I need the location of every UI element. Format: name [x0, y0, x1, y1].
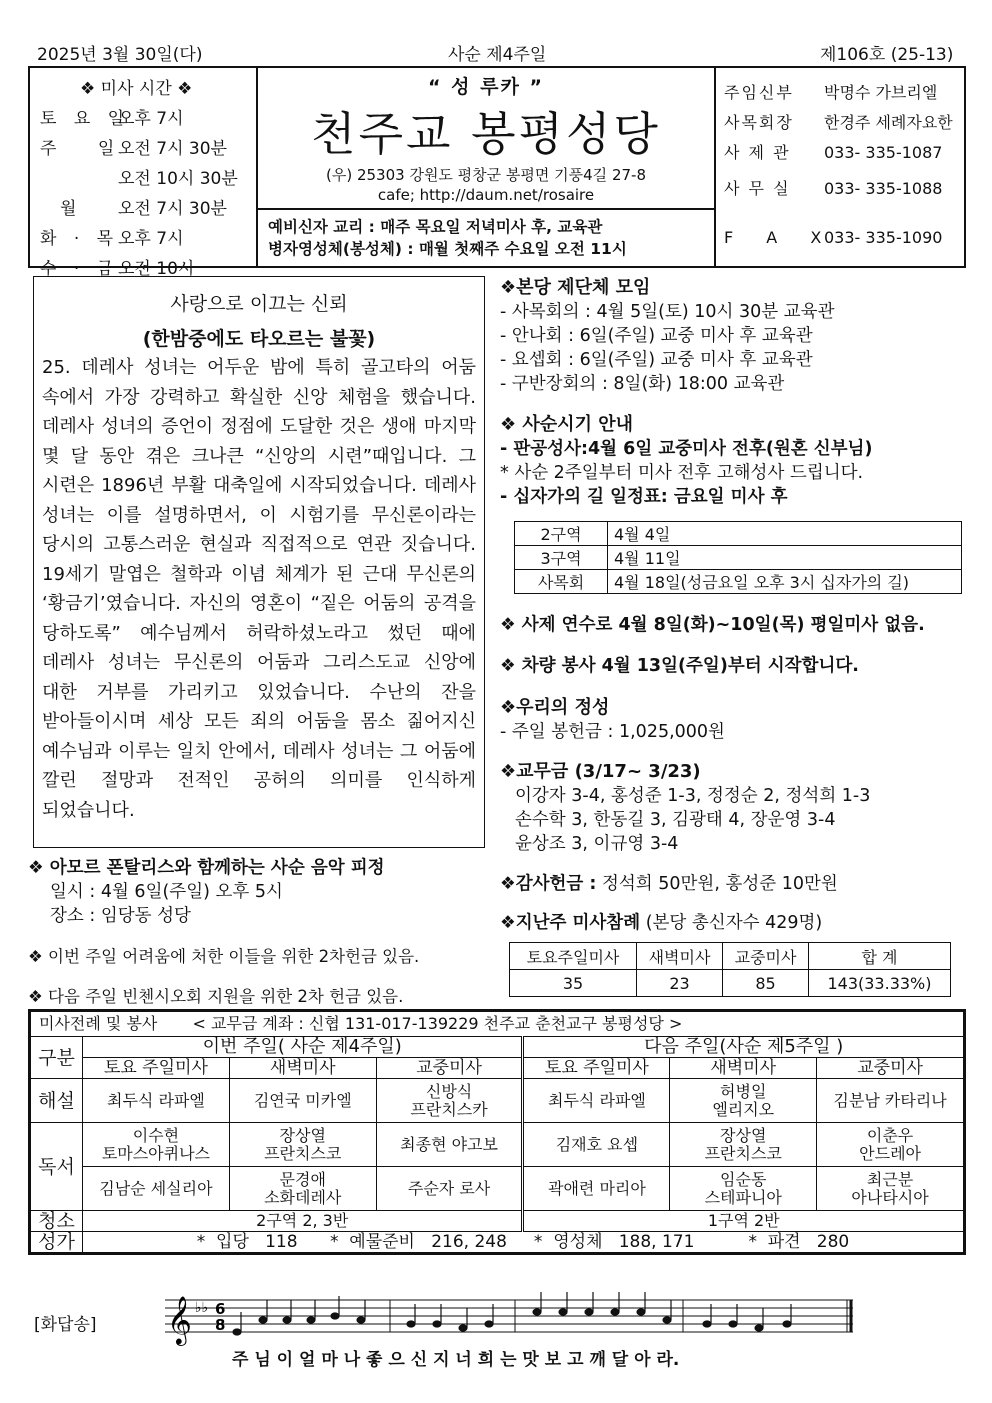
attendance-table: [509, 942, 951, 997]
table-row: 독서 이수현 토마스아퀴나스 장상열 프란치스코 최종현 야고보 김재호 요셉 장상열 프란치스코 이춘우 안드레아: [31, 1123, 964, 1167]
confession-note: * 사순 2주일부터 미사 전후 고해성사 드립니다.: [500, 463, 864, 483]
table-row: 청소 2구역 2, 3반 1구역 2반: [31, 1211, 964, 1232]
meeting-item: - 요셉회 : 6일(주일) 교중 미사 후 교육관: [500, 350, 813, 370]
parish-name: 천주교 봉평성당: [311, 107, 661, 161]
meeting-item: - 구반장회의 : 8일(화) 18:00 교육관: [500, 374, 785, 394]
parish-address: (우) 25303 강원도 평창군 봉평면 기풍4길 27-8: [326, 166, 646, 184]
mass-times-title: ❖ 미사 시간 ❖: [80, 79, 193, 99]
groups-meeting-section: [500, 276, 960, 396]
catechism-notice: 예비신자 교리 : 매주 목요일 저녁미사 후, 교육관: [268, 218, 603, 236]
stations-table: [514, 521, 962, 594]
tithe-title: ❖교무금 (3/17~ 3/23): [500, 761, 701, 782]
svg-text:6: 6: [215, 1300, 226, 1318]
table-row: [31, 1012, 964, 1037]
reflection-article: [33, 276, 485, 848]
cleaning-this-week: 2구역 2, 3반: [83, 1211, 523, 1232]
concert-title: ❖ 아모르 폰탈리스와 함께하는 사순 음악 피정: [28, 858, 385, 878]
stations-line: - 십자가의 길 일정표: 금요일 미사 후: [500, 487, 788, 507]
account-info: < 교무금 계좌 : 신협 131-017-139229 천주교 춘천교구 봉평성당 >: [192, 1014, 683, 1033]
table-row: 구분 이번 주일( 사순 제4주일) 다음 주일(사순 제5주일 ): [31, 1037, 964, 1058]
mass-time-row: 토 요 일오후 7시: [40, 109, 184, 129]
next-collection-notice: ❖ 다음 주일 빈첸시오회 지원을 위한 2차 헌금 있음.: [28, 987, 404, 1006]
this-week-header: 이번 주일( 사순 제4주일): [83, 1037, 523, 1058]
second-collection-notice: ❖ 이번 주일 어려움에 처한 이들을 위한 2차헌금 있음.: [28, 947, 420, 966]
concert-notice: [28, 856, 508, 928]
article-subtitle: (한밤중에도 타오르는 불꽃): [142, 328, 376, 350]
table-row: 김남순 세실리아 문경애 소화데레사 주순자 로사 곽애련 마리아 임순동 스테파니아 최근분 아나타시아: [31, 1167, 964, 1211]
table-row: 토요주일미사 새벽미사 교중미사 합 계: [510, 943, 951, 970]
lent-title: ❖ 사순시기 안내: [500, 414, 633, 435]
svg-text:♭♭: ♭♭: [195, 1300, 209, 1316]
sick-communion-notice: 병자영성체(봉성체) : 매월 첫째주 수요일 오전 11시: [268, 240, 627, 258]
liturgy-schedule: [28, 1009, 966, 1255]
table-row: 2구역 4월 4일: [515, 522, 962, 546]
meeting-title: ❖본당 제단체 모임: [500, 277, 651, 298]
mass-times-panel: [28, 66, 258, 279]
mass-time-row: 화 · 목오후 7시: [40, 229, 184, 249]
article-title: 사랑으로 이끄는 신뢰: [170, 293, 348, 315]
contact-row: 사 무 실 033- 335-1088: [724, 179, 943, 198]
parish-title-panel: [256, 66, 716, 268]
contact-row: 주임신부 박명수 가브리엘: [724, 83, 938, 102]
tithe-line: 윤상조 3, 이규영 3-4: [515, 834, 679, 854]
tithe-section: [500, 760, 960, 856]
offering-section: [500, 696, 960, 744]
psalm-label: [화답송]: [34, 1315, 97, 1335]
contacts-panel: [714, 66, 966, 268]
table-row: 사목회 4월 18일(성금요일 오후 3시 십자가의 길): [515, 570, 962, 594]
next-week-header: 다음 주일(사순 제5주일 ): [523, 1037, 964, 1058]
thanks-offering: ❖감사헌금 : 정석희 50만원, 홍성준 10만원: [500, 874, 838, 894]
table-row: 성가 * 입당 118 * 예물준비 216, 248 * 영성체 188, 171 * 파견 280: [31, 1232, 964, 1253]
cleaning-next-week: 1구역 2반: [523, 1211, 964, 1232]
attendance-heading: ❖지난주 미사참례 (본당 총신자수 429명): [500, 913, 823, 933]
concert-place: 장소 : 임당동 성당: [50, 906, 191, 926]
liturgical-week: 사순 제4주일: [448, 45, 547, 65]
issue-number: 제106호 (25-13): [820, 45, 954, 65]
car-service-notice: ❖ 차량 봉사 4월 13일(주일)부터 시작합니다.: [500, 656, 859, 676]
hymn-numbers: * 입당 118 * 예물준비 216, 248 * 영성체 188, 171 * 파견 280: [83, 1232, 964, 1253]
contact-row: 사 제 관 033- 335-1087: [724, 143, 943, 162]
lent-section: [500, 413, 960, 509]
table-row: 해설 최두식 라파엘 김연국 미카엘 신방식 프란치스카 최두식 라파엘 허병일 엘리지오 김분남 카타리나: [31, 1079, 964, 1123]
tithe-line: 이강자 3-4, 홍성준 1-3, 정정순 2, 정석희 1-3: [515, 786, 871, 806]
issue-date: 2025년 3월 30일(다): [37, 45, 203, 65]
treble-clef-icon: 𝄞: [167, 1295, 192, 1344]
parish-notices: [258, 208, 714, 266]
parish-cafe-link: cafe; http://daum.net/rosaire: [377, 186, 595, 204]
offering-title: ❖우리의 정성: [500, 697, 610, 718]
table-row: 토요 주일미사 새벽미사 교중미사 토요 주일미사 새벽미사 교중미사: [31, 1058, 964, 1079]
mass-time-row: 수 · 금오전 10시: [40, 259, 195, 279]
mass-time-row: 월 오전 7시 30분: [60, 199, 227, 219]
contact-row: F A X033- 335-1090: [724, 228, 943, 247]
meeting-item: - 안나회 : 6일(주일) 교중 미사 후 교육관: [500, 326, 813, 346]
schedule-heading: 미사전례 및 봉사: [39, 1014, 158, 1033]
table-row: 3구역 4월 11일: [515, 546, 962, 570]
mass-time-row: 오전 10시 30분: [118, 169, 238, 189]
concert-time: 일시 : 4월 6일(주일) 오후 5시: [50, 882, 283, 902]
svg-text:8: 8: [215, 1316, 226, 1334]
music-staff: [165, 1290, 855, 1346]
tithe-line: 손수학 3, 한동길 3, 김광태 4, 장운영 3-4: [515, 810, 836, 830]
psalm-lyrics: 주 님 이 얼 마 나 좋 으 신 지 너 희 는 맛 보 고 깨 달 아 라.: [232, 1350, 680, 1370]
meeting-item: - 사목회의 : 4월 5일(토) 10시 30분 교육관: [500, 302, 835, 322]
priest-training-notice: ❖ 사제 연수로 4월 8일(화)~10일(목) 평일미사 없음.: [500, 615, 925, 635]
contact-row: 사목회장 한경주 세례자요한: [724, 113, 953, 132]
parish-patron: “ 성 루카 ”: [428, 76, 544, 98]
offering-amount: - 주일 봉헌금 : 1,025,000원: [500, 722, 725, 742]
mass-time-row: 주 일오전 7시 30분: [40, 139, 227, 159]
confession-line: - 판공성사:4월 6일 교중미사 전후(원혼 신부님): [500, 439, 873, 459]
table-row: 35 23 85 143(33.33%): [510, 970, 951, 997]
article-body: 25. 데레사 성녀는 어두운 밤에 특히 골고타의 어둠 속에서 가장 강력하고 확실한 신앙 체험을 했습니다. 데레사 성녀의 증언이 정점에 도달한 것은 생애 마지막 몇 달 동안 겪은 크나큰 “신앙의 시련”때입니다. 그 시련은 1896년 부활 대축일에 시작되었습니다. 데레사 성녀는 이를 설명하면서, 이 시험기를 무신론이라는 당시의 고통스러운 현실과 직접적으로 연관 짓습니다. 19세기 말엽은 철학과 이념 체계가 된 근대 무신론의 ‘황금기’였습니다. 자신의 영혼이 “짙은 어둠의 공격을 당하도록” 예수님께서 허락하셨노라고 썼던 때에 데레사 성녀는 무신론의 어둠과 그리스도교 신앙에 대한 거부를 가리키고 있었습니다. 수난의 잔을 받아들이시며 세상 모든 죄의 어둠을 몸소 짊어지신 예수님과 이루는 일치 안에서, 데레사 성녀는 그 어둠에 깔린 절망과 전적인 공허의 의미를 인식하게 되었습니다.: [42, 357, 476, 821]
